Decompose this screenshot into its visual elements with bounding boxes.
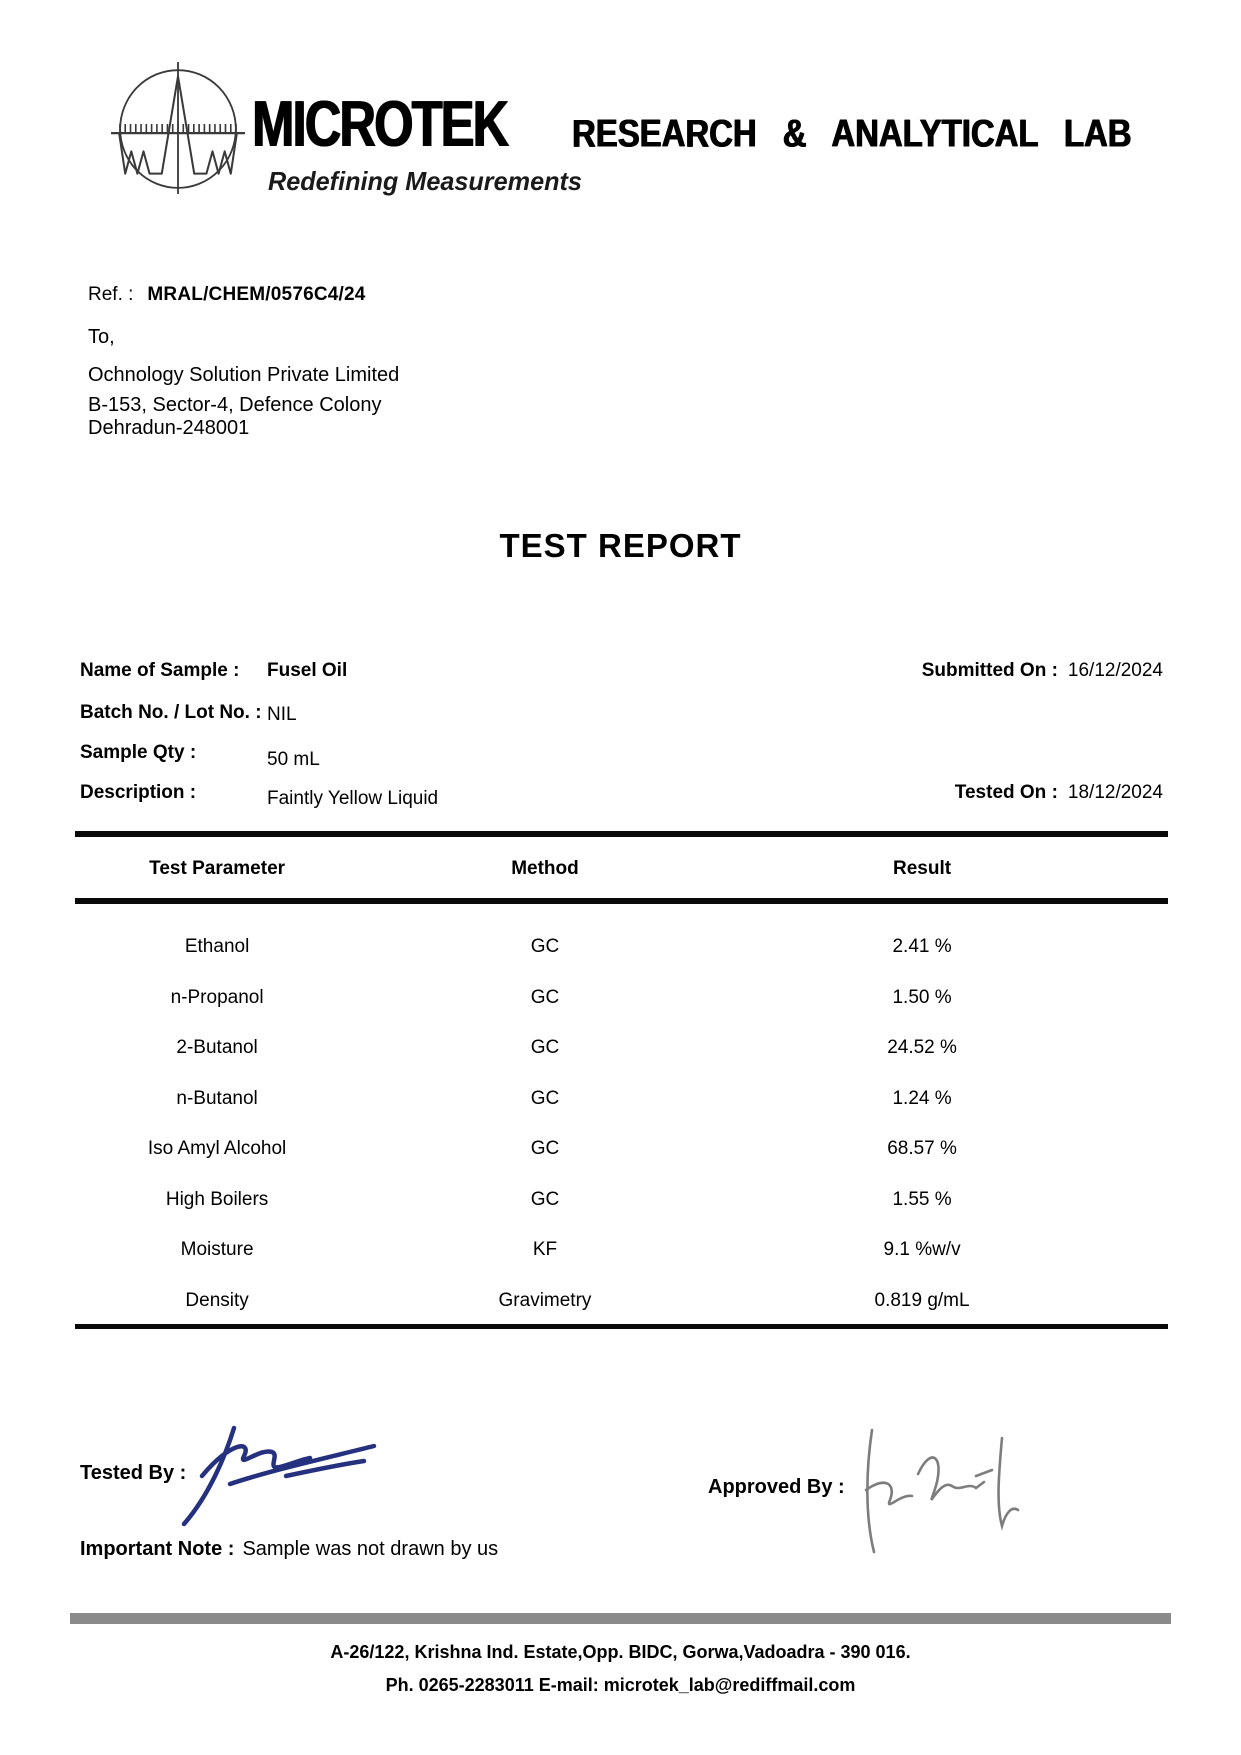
cell-result: 68.57 %: [887, 1138, 957, 1160]
lab-logo-icon: [108, 60, 248, 196]
cell-parameter: Ethanol: [184, 936, 250, 958]
important-note-label: Important Note :: [80, 1538, 235, 1560]
brand-title: MICROTEK: [252, 87, 508, 161]
tested-by-signature: [168, 1418, 403, 1536]
cell-parameter: Iso Amyl Alcohol: [147, 1138, 287, 1160]
cell-result: 24.52 %: [887, 1037, 957, 1059]
reference-line: [88, 284, 366, 306]
footer-address: A-26/122, Krishna Ind. Estate,Opp. BIDC, Gorwa,Vadoadra - 390 016.: [330, 1642, 911, 1662]
table-row: [75, 922, 1168, 973]
recipient-address: B-153, Sector-4, Defence Colony: [88, 394, 382, 416]
table-row: [75, 1023, 1168, 1074]
recipient-salutation: To,: [88, 326, 115, 348]
cell-result: 1.24 %: [892, 1087, 952, 1109]
cell-parameter: 2-Butanol: [176, 1037, 258, 1059]
table-row: [75, 1276, 1168, 1327]
table-header-row: [75, 858, 1168, 880]
tested-by-label: Tested By :: [80, 1462, 187, 1484]
cell-result: 1.50 %: [892, 986, 952, 1008]
column-header-parameter: Test Parameter: [149, 858, 286, 879]
approved-by-label: Approved By :: [708, 1476, 845, 1498]
submitted-on: [922, 660, 1163, 682]
tested-on-value: 18/12/2024: [1067, 782, 1163, 803]
field-label-description: Description :: [80, 782, 197, 803]
field-label-sample-name: Name of Sample :: [80, 660, 240, 681]
cell-method: GC: [530, 1138, 560, 1160]
field-value-description: Faintly Yellow Liquid: [267, 788, 439, 809]
field-value-sample-qty: 50 mL: [267, 749, 320, 770]
cell-parameter: Density: [185, 1289, 249, 1311]
cell-result: 9.1 %w/v: [883, 1239, 961, 1261]
column-header-result: Result: [893, 858, 952, 879]
report-title: TEST REPORT: [499, 527, 742, 564]
approved-by-signature: [852, 1412, 1024, 1564]
cell-parameter: Moisture: [180, 1239, 254, 1261]
brand-tagline: Redefining Measurements: [268, 166, 582, 196]
results-table-body: [75, 922, 1168, 1326]
cell-result: 0.819 g/mL: [874, 1289, 970, 1311]
important-note-text: Sample was not drawn by us: [242, 1538, 499, 1560]
cell-method: KF: [532, 1239, 558, 1261]
ref-label: Ref. :: [88, 284, 134, 305]
cell-method: GC: [530, 1188, 560, 1210]
tested-on: [955, 782, 1163, 804]
field-label-batch-no: Batch No. / Lot No. :: [80, 702, 262, 723]
cell-result: 1.55 %: [892, 1188, 952, 1210]
footer-divider: [70, 1613, 1171, 1624]
ref-value: MRAL/CHEM/0576C4/24: [147, 284, 366, 305]
table-row: [75, 1124, 1168, 1175]
recipient-name: Ochnology Solution Private Limited: [88, 364, 400, 386]
submitted-on-label: Submitted On :: [921, 660, 1058, 681]
cell-method: GC: [530, 1087, 560, 1109]
brand-subtitle: RESEARCH & ANALYTICAL LAB: [572, 112, 1132, 156]
table-row: [75, 973, 1168, 1024]
cell-method: Gravimetry: [498, 1289, 592, 1311]
submitted-on-value: 16/12/2024: [1067, 660, 1163, 681]
table-row: [75, 1225, 1168, 1276]
field-value-sample-name: Fusel Oil: [267, 660, 348, 681]
table-top-rule: [75, 831, 1168, 837]
cell-method: GC: [530, 986, 560, 1008]
cell-result: 2.41 %: [892, 936, 952, 958]
recipient-city: Dehradun-248001: [88, 417, 250, 439]
table-row: [75, 1074, 1168, 1125]
table-row: [75, 1175, 1168, 1226]
field-value-batch-no: NIL: [267, 704, 297, 725]
cell-parameter: n-Propanol: [170, 986, 264, 1008]
cell-parameter: High Boilers: [165, 1188, 269, 1210]
cell-parameter: n-Butanol: [176, 1087, 258, 1109]
table-bottom-rule: [75, 1324, 1168, 1329]
tested-on-label: Tested On :: [954, 782, 1058, 803]
field-label-sample-qty: Sample Qty :: [80, 742, 197, 763]
cell-method: GC: [530, 936, 560, 958]
important-note: [80, 1538, 498, 1561]
column-header-method: Method: [511, 858, 579, 879]
cell-method: GC: [530, 1037, 560, 1059]
footer-contact: Ph. 0265-2283011 E-mail: microtek_lab@rediffmail.com: [385, 1675, 856, 1695]
table-header-rule: [75, 898, 1168, 904]
